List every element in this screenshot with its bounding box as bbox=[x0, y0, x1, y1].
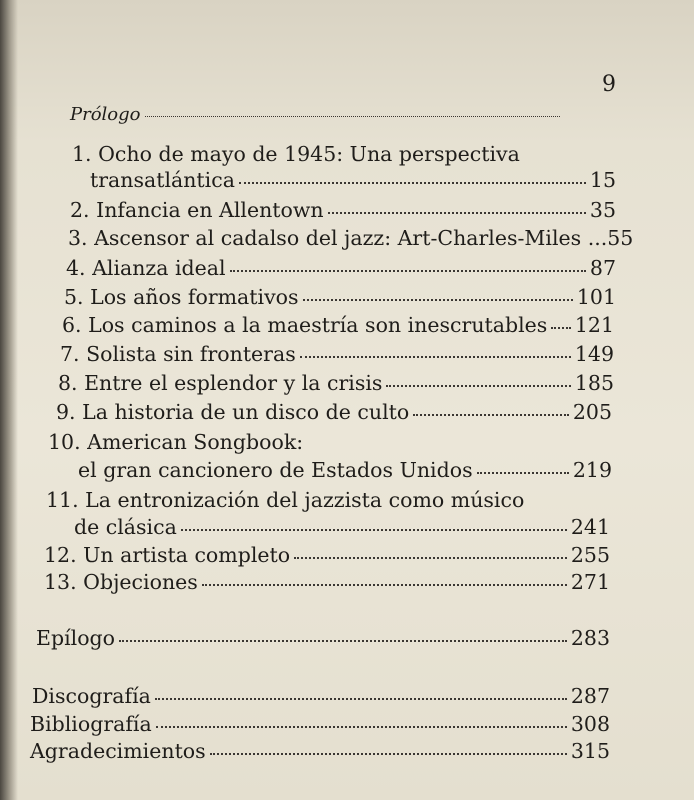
toc-entry-page: 241 bbox=[570, 515, 610, 539]
toc-entry-page: 205 bbox=[572, 400, 612, 424]
toc-entry-page: 219 bbox=[572, 458, 612, 482]
toc-entry-number: 3. bbox=[68, 226, 88, 250]
toc-entry-page: 9 bbox=[602, 72, 616, 97]
dot-leader bbox=[551, 327, 571, 329]
dot-leader bbox=[119, 640, 567, 642]
toc-entry-page: 55 bbox=[607, 226, 634, 250]
toc-entry-chapter-7 bbox=[60, 342, 614, 366]
toc-entry-page: 287 bbox=[570, 684, 610, 708]
dot-leader bbox=[239, 182, 586, 184]
toc-entry-title: Los caminos a la maestría son inescrutables bbox=[88, 313, 548, 337]
toc-entry-chapter-6 bbox=[62, 313, 614, 337]
toc-entry-chapter-12 bbox=[44, 543, 610, 567]
dot-leader bbox=[210, 753, 567, 755]
toc-entry-title: Solista sin fronteras bbox=[86, 342, 296, 366]
toc-entry-title: Objeciones bbox=[83, 570, 198, 594]
toc-entry-title: Epílogo bbox=[36, 626, 116, 650]
toc-entry-line1: 1. Ocho de mayo de 1945: Una perspectiva bbox=[72, 142, 520, 166]
toc-entry-page: 87 bbox=[589, 256, 616, 280]
toc-entry-chapter-2 bbox=[70, 198, 616, 222]
toc-entry-page: 15 bbox=[589, 168, 616, 192]
toc-entry-discografia bbox=[32, 684, 610, 708]
toc-entry-page: 121 bbox=[574, 313, 614, 337]
toc-entry-page: 271 bbox=[570, 570, 610, 594]
toc-entry-chapter-4 bbox=[66, 256, 616, 280]
toc-entry-title: transatlántica bbox=[90, 168, 235, 192]
toc-entry-chapter-1 bbox=[90, 168, 616, 192]
toc-entry-page: 283 bbox=[570, 626, 610, 650]
toc-entry-chapter-8 bbox=[58, 371, 614, 395]
dot-leader bbox=[294, 557, 567, 559]
dot-leader bbox=[303, 299, 573, 301]
dot-leader bbox=[181, 529, 567, 531]
toc-entry-number: 2. bbox=[70, 198, 90, 222]
toc-entry-page: 101 bbox=[576, 285, 616, 309]
toc-entry-page: 308 bbox=[570, 712, 610, 736]
toc-entry-chapter-10 bbox=[78, 458, 612, 482]
toc-entry-page: 315 bbox=[570, 739, 610, 763]
toc-entry-title: Los años formativos bbox=[90, 285, 299, 309]
dot-leader bbox=[413, 414, 569, 416]
toc-entry-chapter-5 bbox=[64, 285, 616, 309]
dot-leader bbox=[386, 385, 570, 387]
toc-entry-chapter-9 bbox=[56, 400, 612, 424]
toc-entry-bibliografia bbox=[30, 712, 610, 736]
toc-entry-title: Entre el esplendor y la crisis bbox=[84, 371, 383, 395]
dot-leader bbox=[230, 270, 586, 272]
toc-entry-number: 6. bbox=[62, 313, 82, 337]
toc-entry-prologo bbox=[70, 104, 564, 125]
toc-entry-title: Alianza ideal bbox=[92, 256, 226, 280]
toc-entry-title: Bibliografía bbox=[30, 712, 152, 736]
toc-entry-number: 7. bbox=[60, 342, 80, 366]
toc-entry-number: 4. bbox=[66, 256, 86, 280]
toc-entry-title: el gran cancionero de Estados Unidos bbox=[78, 458, 473, 482]
toc-entry-line1: 10. American Songbook: bbox=[48, 430, 304, 454]
toc-entry-page: 149 bbox=[574, 342, 614, 366]
toc-entry-chapter-11 bbox=[74, 515, 610, 539]
dot-leader bbox=[477, 472, 569, 474]
toc-entry-epilogo bbox=[36, 626, 610, 650]
toc-entry-number: 5. bbox=[64, 285, 84, 309]
toc-entry-agradecimientos bbox=[30, 739, 610, 763]
toc-entry-page: 255 bbox=[570, 543, 610, 567]
toc-entry-title: Ascensor al cadalso del jazz: Art-Charles-Miles ... bbox=[94, 226, 608, 250]
toc-entry-title: Prólogo bbox=[70, 104, 141, 125]
toc-entry-title: de clásica bbox=[74, 515, 177, 539]
dot-leader bbox=[202, 584, 567, 586]
toc-entry-title: Un artista completo bbox=[83, 543, 291, 567]
toc-entry-title: Agradecimientos bbox=[30, 739, 206, 763]
toc-entry-page: 185 bbox=[574, 371, 614, 395]
dot-leader bbox=[145, 116, 560, 117]
toc-entry-chapter-3 bbox=[68, 226, 634, 250]
toc-entry-title: Infancia en Allentown bbox=[96, 198, 324, 222]
toc-entry-line1: 11. La entronización del jazzista como músico bbox=[46, 488, 525, 512]
toc-entry-chapter-13 bbox=[44, 570, 610, 594]
dot-leader bbox=[328, 212, 586, 214]
toc-entry-number: 12. bbox=[44, 543, 77, 567]
toc-entry-page: 35 bbox=[589, 198, 616, 222]
toc-entry-title: Discografía bbox=[32, 684, 151, 708]
toc-entry-number: 13. bbox=[44, 570, 77, 594]
dot-leader bbox=[300, 356, 571, 358]
dot-leader bbox=[156, 726, 567, 728]
toc-entry-number: 9. bbox=[56, 400, 76, 424]
toc-entry-title: La historia de un disco de culto bbox=[82, 400, 410, 424]
toc-entry-number: 8. bbox=[58, 371, 78, 395]
dot-leader bbox=[155, 698, 567, 700]
